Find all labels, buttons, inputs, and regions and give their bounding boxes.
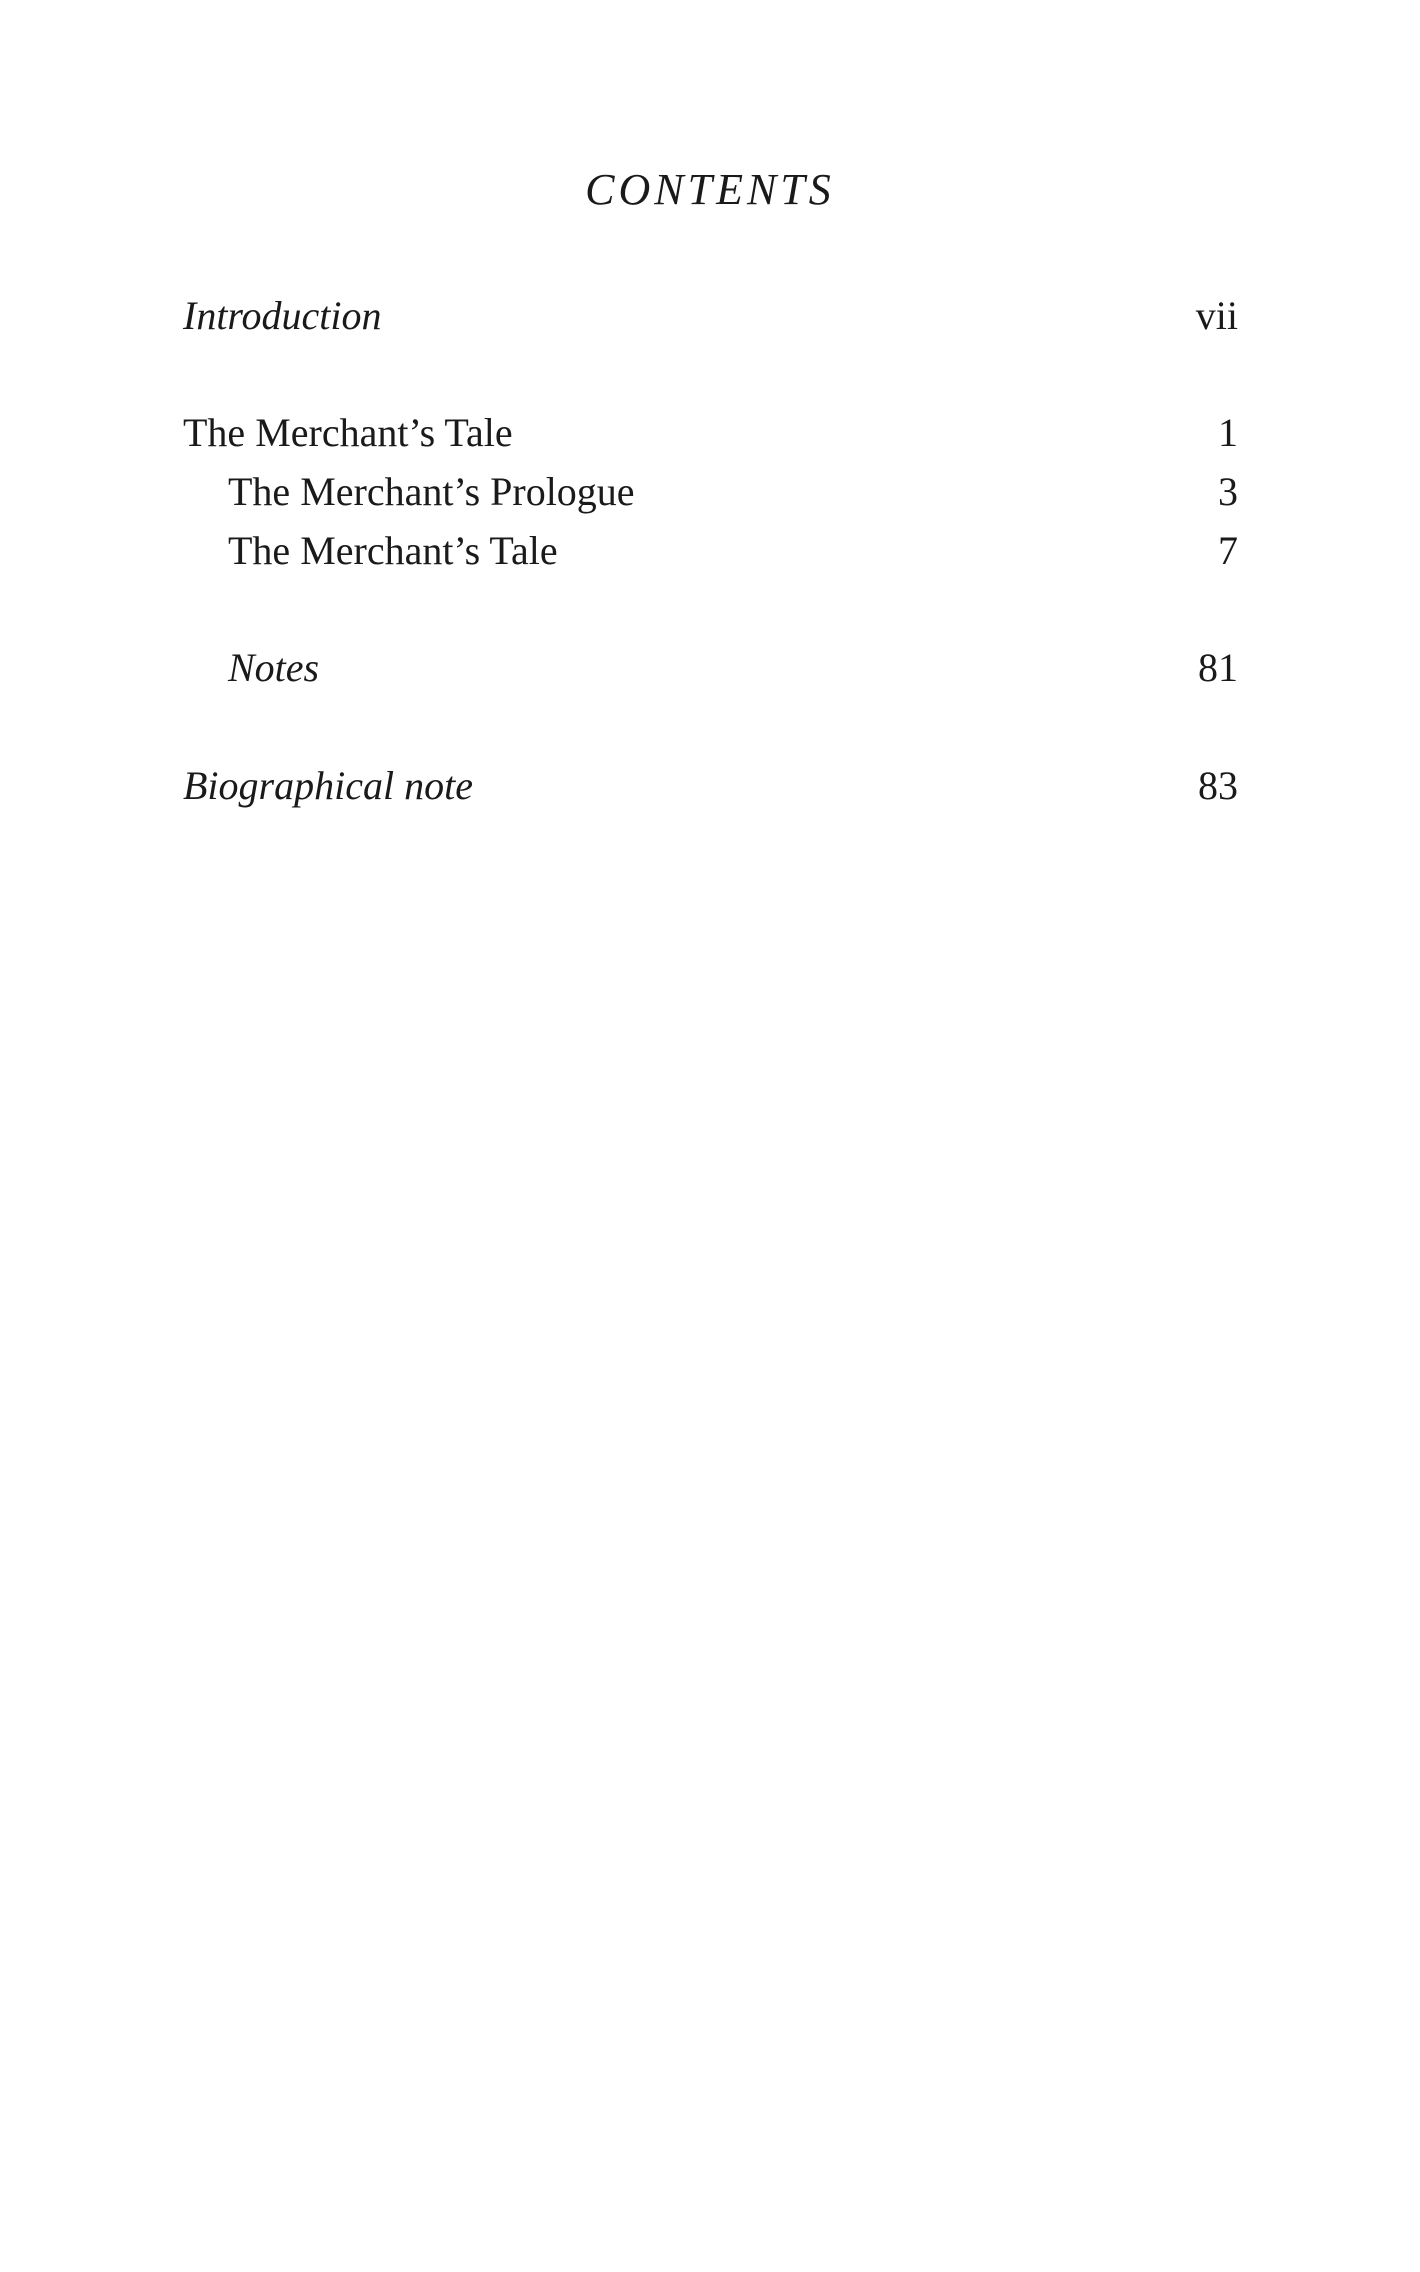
toc-entry-introduction <box>183 293 1238 338</box>
toc-entry-title: The Merchant’s Prologue <box>228 469 635 514</box>
toc-entry-page: 1 <box>1218 410 1238 455</box>
page-title: CONTENTS <box>585 165 835 214</box>
toc-entry-page: 7 <box>1218 528 1238 573</box>
toc-entry-title: The Merchant’s Tale <box>228 528 558 573</box>
toc-entry-merchants-tale-section <box>183 410 1238 455</box>
toc-entry-notes <box>183 645 1238 690</box>
toc-entry-title: The Merchant’s Tale <box>183 410 513 455</box>
toc-entry-title: Introduction <box>183 293 382 338</box>
toc-entry-page: 83 <box>1198 763 1238 808</box>
toc-entry-biographical-note <box>183 763 1238 808</box>
toc-entry-page: vii <box>1195 293 1238 338</box>
toc-entry-page: 3 <box>1218 469 1238 514</box>
toc-entry-title: Notes <box>228 645 320 690</box>
toc-entry-merchants-tale <box>183 528 1238 573</box>
toc-entry-page: 81 <box>1198 645 1238 690</box>
toc-entry-merchants-prologue <box>183 469 1238 514</box>
toc-entry-title: Biographical note <box>183 763 473 808</box>
